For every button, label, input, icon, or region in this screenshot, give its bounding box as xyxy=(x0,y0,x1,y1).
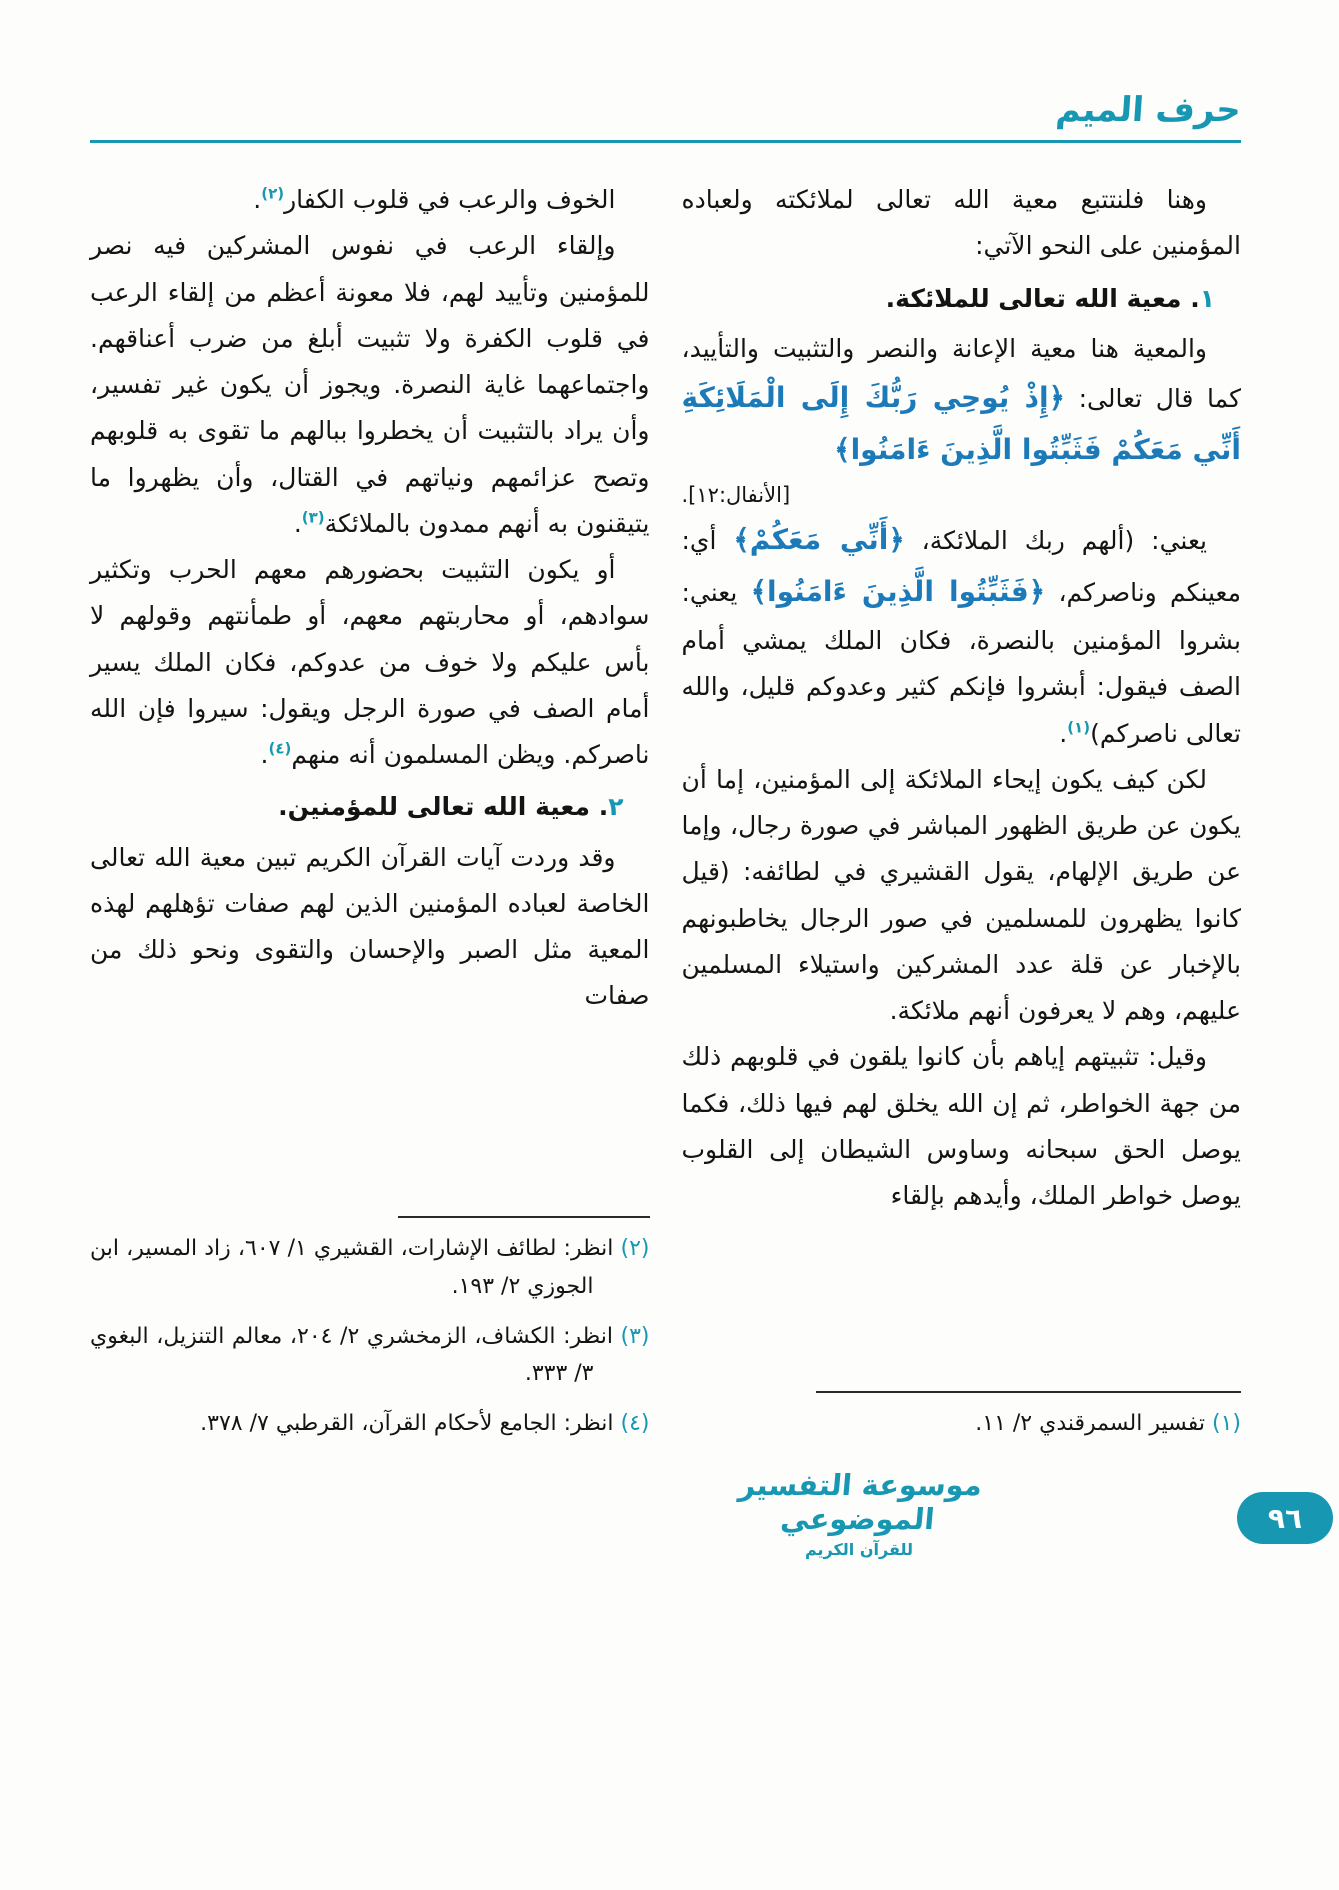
footnote-1 xyxy=(682,1405,1242,1443)
footnote-text: انظر: الكشاف، الزمخشري ٢/ ٢٠٤، معالم التنزيل، البغوي ٣/ ٣٣٣. xyxy=(90,1323,621,1387)
paragraph-intro: وهنا فلنتتبع معية الله تعالى لملائكته ولعباده المؤمنين على النحو الآتي: xyxy=(681,185,1241,261)
footnote-marker-1: (١) xyxy=(1067,718,1091,737)
quran-quote: ﴿أَنِّي مَعَكُمْ﴾ xyxy=(733,523,905,557)
footnote-3 xyxy=(90,1318,650,1394)
paragraph-tafsir xyxy=(682,514,1242,756)
quran-verse: ﴿إِذْ يُوحِي رَبُّكَ إِلَى الْمَلَائِكَةِ أَنِّي مَعَكُمْ فَثَبِّتُوا الَّذِينَ ءَامَنُوا﴾ xyxy=(681,381,1241,466)
column-left xyxy=(90,177,650,1443)
page-number: ٩٦ xyxy=(1267,1501,1303,1535)
paragraph-casting-terror xyxy=(90,223,650,547)
quran-quote: ﴿فَثَبِّتُوا الَّذِينَ ءَامَنُوا﴾ xyxy=(750,575,1046,609)
footnote-text: انظر: الجامع لأحكام القرآن، القرطبي ٧/ ٣٧٨. xyxy=(200,1411,621,1437)
footnote-separator xyxy=(816,1391,1241,1393)
text-run: والمعية هنا معية الإعانة والنصر والتثبيت والتأييد، كما قال تعالى: xyxy=(681,333,1241,413)
paragraph-believers-verses: وقد وردت آيات القرآن الكريم تبين معية الله تعالى الخاصة لعباده المؤمنين الذين لهم صفات تؤهلهم لهذه المعية مثل الصبر والإحسان والتقوى ونحو ذلك من صفات xyxy=(90,842,650,1011)
heading-number: ٢ xyxy=(608,792,624,822)
publisher-logo xyxy=(709,1468,1009,1559)
text-run: أو يكون التثبيت بحضورهم معهم الحرب وتكثير سوادهم، أو محاربتهم معهم، أو طمأنتهم وقولهم لا بأس عليكم ولا خوف من عدوكم، فكان الملك يسير أمام الصف في صورة الرجل ويقول: سيروا فإن الله ناصركم. ويظن المسلمون أنه منهم xyxy=(90,555,650,769)
footnote-marker-3: (٣) xyxy=(301,508,325,527)
footnote-marker-4: (٤) xyxy=(268,739,292,758)
publisher-logo-subtitle: للقرآن الكريم xyxy=(804,1540,914,1559)
paragraph-fear-kuffar xyxy=(90,177,650,223)
footnote-2 xyxy=(90,1230,650,1306)
footnote-number: (٢) xyxy=(620,1235,650,1261)
footnote-number: (٤) xyxy=(620,1411,650,1437)
heading-angels-maiyya xyxy=(682,276,1242,322)
text-run: وإلقاء الرعب في نفوس المشركين فيه نصر للمؤمنين وتأييد لهم، فلا معونة أعظم من إلقاء الرعب في قلوب الكفرة ولا تثبيت أبلغ من ضرب أعناقهم. واجتماعهما غاية النصرة. ويجوز أن يكون غير تفسير، وأن يراد بالتثبيت أن يخطروا ببالهم ما تقوى به قلوبهم وتصح عزائمهم ونياتهم في القتال، وأن يظهروا ما يتيقنون به أنهم ممدون بالملائكة xyxy=(90,231,650,538)
text-run: الخوف والرعب في قلوب الكفار xyxy=(284,185,616,214)
footnote-number: (١) xyxy=(1211,1411,1241,1437)
text-run: . xyxy=(253,185,262,214)
paragraph-revelation-modes: لكن كيف يكون إيحاء الملائكة إلى المؤمنين، إما أن يكون عن طريق الظهور المباشر في صورة رجال، وإما عن طريق الإلهام، يقول القشيري في لطائفه: (قيل كانوا يظهرون للمسلمين في صور الرجال يخاطبونهم بالإخبار عن قلة عدد المشركين واستيلاء المسلمين عليهم، وهم لا يعرفون أنهم ملائكة. xyxy=(681,764,1241,1026)
text-run: . xyxy=(293,508,302,538)
section-title xyxy=(90,90,1241,130)
text-run: أي: معينكم وناصركم، xyxy=(681,526,1241,608)
footnote-text: تفسير السمرقندي ٢/ ١١. xyxy=(975,1411,1212,1437)
footnote-separator xyxy=(398,1216,650,1218)
page-header xyxy=(0,0,1339,143)
footnote-4 xyxy=(90,1405,650,1443)
page-number-badge xyxy=(1237,1492,1333,1544)
footnote-text: انظر: لطائف الإشارات، القشيري ١/ ٦٠٧، زاد المسير، ابن الجوزي ٢/ ١٩٣. xyxy=(90,1235,621,1299)
text-run: . xyxy=(260,740,269,769)
heading-number: ١ xyxy=(1199,283,1215,313)
publisher-logo-title: موسوعة التفسير الموضوعي xyxy=(737,1468,984,1536)
paragraph-qushayri-quote: وقيل: تثبيتهم إياهم بأن كانوا يلقون في قلوبهم ذلك من جهة الخواطر، ثم إن الله يخلق لهم فيها ذلك، فكما يوصل الحق سبحانه وساوس الشيطان إلى القلوب يوصل خواطر الملك، وأيدهم بإلقاء xyxy=(681,1042,1241,1211)
text-run: يعني: (ألهم ربك الملائكة، xyxy=(904,526,1207,556)
text-run: يعني: بشروا المؤمنين بالنصرة، فكان الملك يمشي أمام الصف فيقول: أبشروا فإنكم كثير وعدوكم قليل، والله تعالى ناصركم) xyxy=(681,578,1241,748)
paragraph-verse xyxy=(682,326,1242,515)
text-run: . xyxy=(1059,718,1068,748)
footnote-number: (٣) xyxy=(620,1323,650,1349)
paragraph-tathbit-presence xyxy=(90,547,650,778)
heading-believers-maiyya xyxy=(90,784,650,830)
footnotes-right xyxy=(682,1381,1242,1443)
footnotes-left xyxy=(90,1206,650,1443)
text-columns xyxy=(0,143,1339,1443)
footnote-marker-2: (٢) xyxy=(261,184,285,203)
ayah-reference: [الأنفال:١٢]. xyxy=(681,482,791,507)
heading-text: . معية الله تعالى للملائكة. xyxy=(885,283,1200,313)
heading-text: . معية الله تعالى للمؤمنين. xyxy=(278,792,609,822)
section-title-text: حرف الميم xyxy=(1054,90,1243,130)
column-right xyxy=(682,177,1242,1443)
